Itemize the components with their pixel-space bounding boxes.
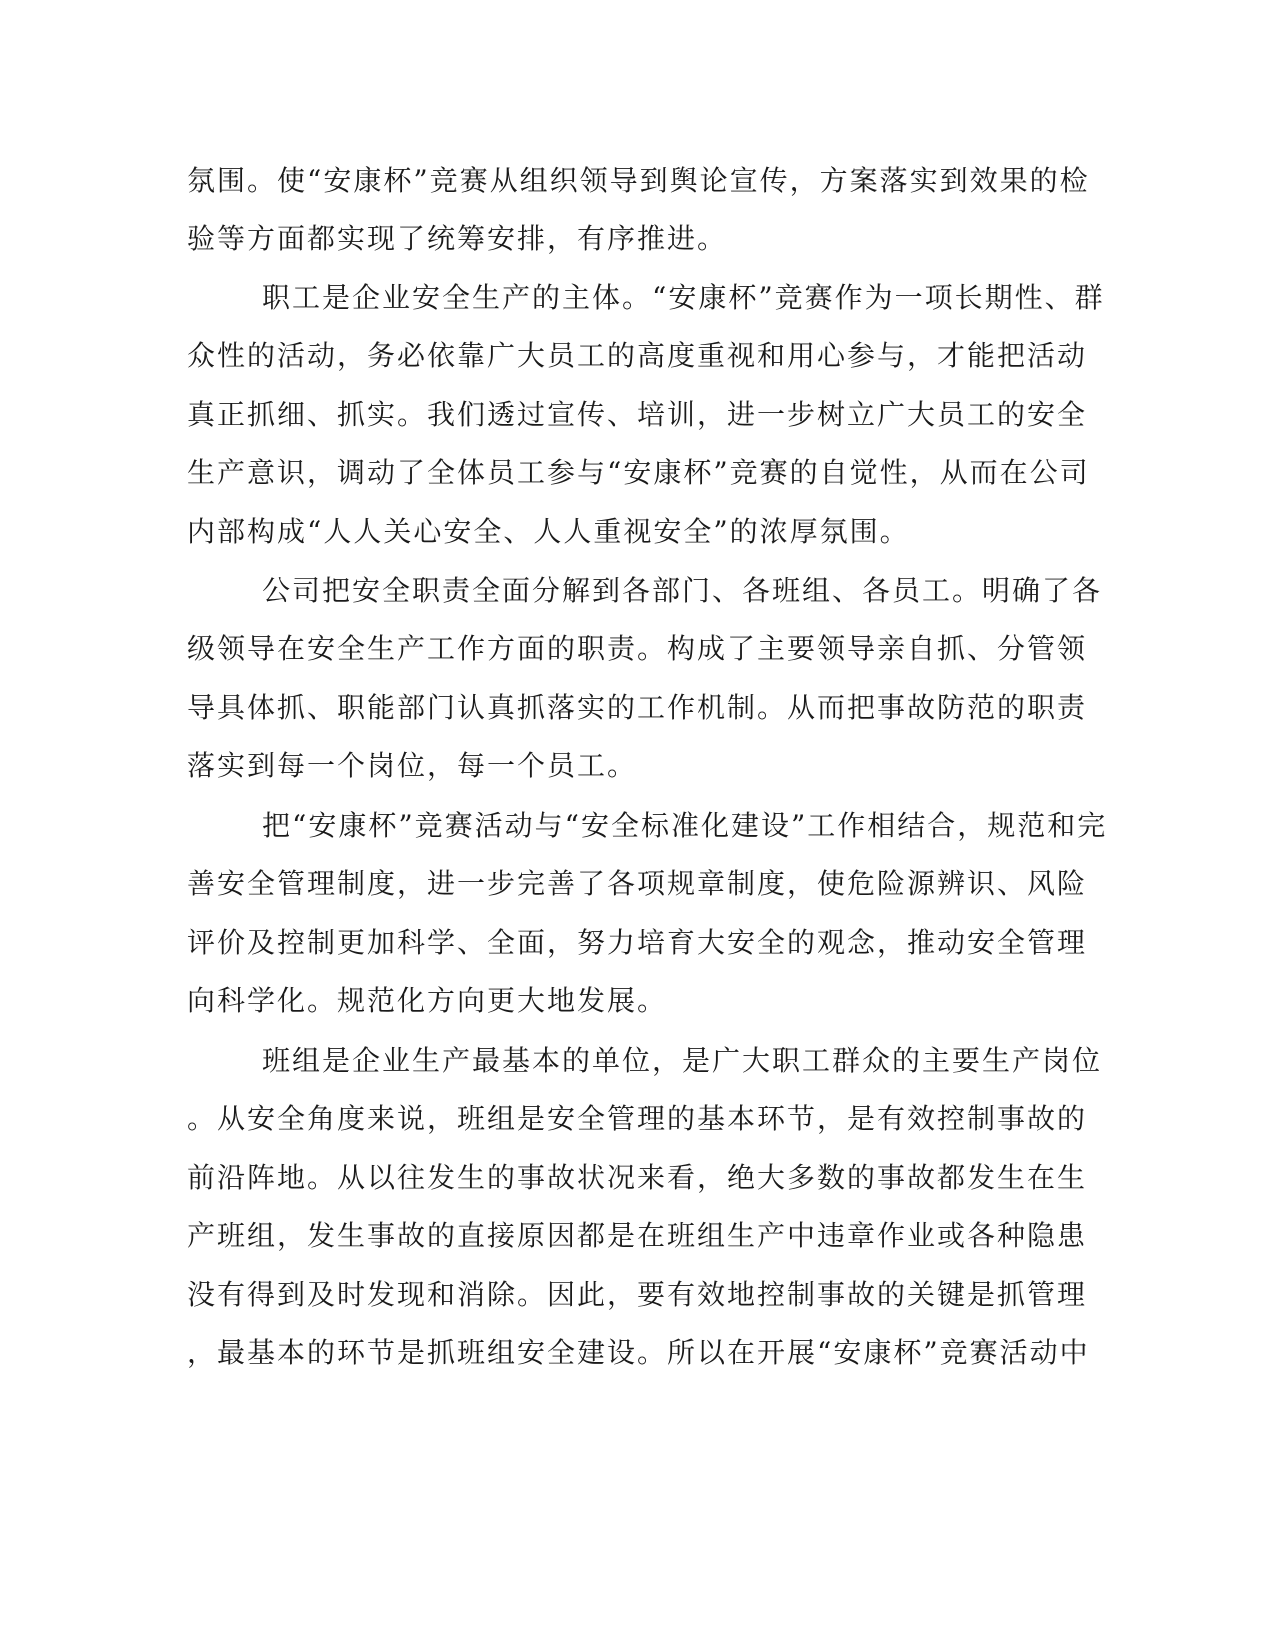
text-line: 内部构成“人人关心安全、人人重视安全”的浓厚氛围。 xyxy=(187,515,910,548)
text-line: 验等方面都实现了统筹安排，有序推进。 xyxy=(187,222,728,255)
paragraph-first-line: 班组是企业生产最基本的单位，是广大职工群众的主要生产岗位 xyxy=(262,1044,1103,1077)
text-line: 向科学化。规范化方向更大地发展。 xyxy=(187,984,668,1017)
text-line: 产班组，发生事故的直接原因都是在班组生产中违章作业或各种隐患 xyxy=(187,1219,1088,1252)
paragraph-first-line: 职工是企业安全生产的主体。“安康杯”竞赛作为一项长期性、群 xyxy=(262,281,1105,314)
paragraph-first-line: 公司把安全职责全面分解到各部门、各班组、各员工。明确了各 xyxy=(262,574,1103,607)
text-line: 导具体抓、职能部门认真抓落实的工作机制。从而把事故防范的职责 xyxy=(187,691,1088,724)
text-line: 生产意识，调动了全体员工参与“安康杯”竞赛的自觉性，从而在公司 xyxy=(187,456,1090,489)
text-line: 众性的活动，务必依靠广大员工的高度重视和用心参与，才能把活动 xyxy=(187,339,1088,372)
text-line: 级领导在安全生产工作方面的职责。构成了主要领导亲自抓、分管领 xyxy=(187,632,1088,665)
text-line: 真正抓细、抓实。我们透过宣传、培训，进一步树立广大员工的安全 xyxy=(187,398,1088,431)
text-line: 。从安全角度来说，班组是安全管理的基本环节，是有效控制事故的 xyxy=(187,1102,1088,1135)
text-line: 落实到每一个岗位，每一个员工。 xyxy=(187,749,638,782)
text-line: 善安全管理制度，进一步完善了各项规章制度，使危险源辨识、风险 xyxy=(187,867,1088,900)
text-line: 评价及控制更加科学、全面，努力培育大安全的观念，推动安全管理 xyxy=(187,926,1088,959)
text-line: 没有得到及时发现和消除。因此，要有效地控制事故的关键是抓管理 xyxy=(187,1278,1088,1311)
text-line: 前沿阵地。从以往发生的事故状况来看，绝大多数的事故都发生在生 xyxy=(187,1161,1088,1194)
text-line: 氛围。使“安康杯”竞赛从组织领导到舆论宣传，方案落实到效果的检 xyxy=(187,164,1090,197)
paragraph-first-line: 把“安康杯”竞赛活动与“安全标准化建设”工作相结合，规范和完 xyxy=(262,809,1108,842)
text-line: ，最基本的环节是抓班组安全建设。所以在开展“安康杯”竞赛活动中 xyxy=(187,1336,1090,1369)
